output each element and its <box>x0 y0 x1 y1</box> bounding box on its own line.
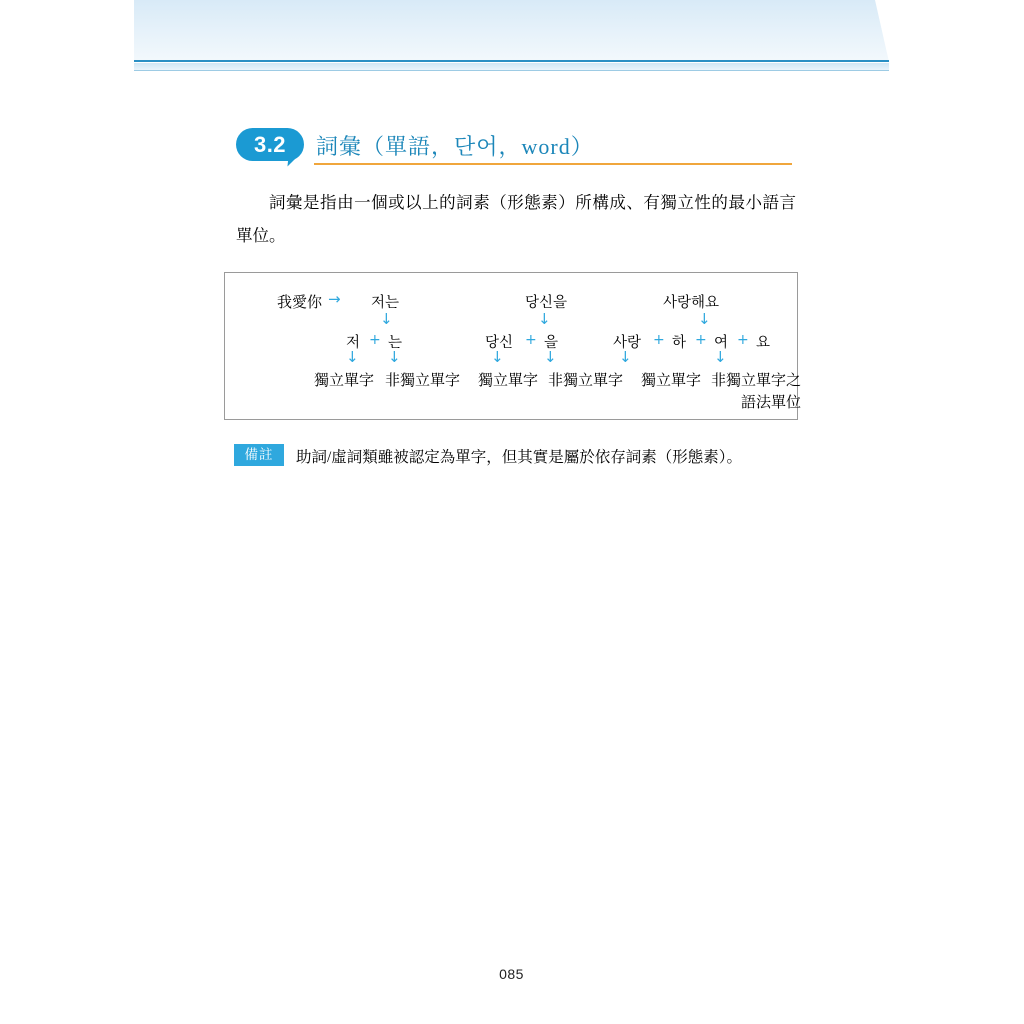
diagram-down-arrow: ↓ <box>538 310 551 328</box>
diagram-row3-label: 非獨立單字 <box>385 373 461 389</box>
diagram-row2-morpheme: 는 <box>388 335 403 351</box>
diagram-down-arrow: ↓ <box>698 310 711 328</box>
diagram-source-label: 我愛你 <box>277 295 323 311</box>
diagram-row2-morpheme: 요 <box>756 335 771 351</box>
header-rule-secondary <box>134 63 889 70</box>
note-tag: 備註 <box>234 444 284 466</box>
diagram-row1-item: 당신을 <box>525 295 568 311</box>
diagram-plus-sign: + <box>695 332 707 348</box>
diagram-plus-sign: + <box>737 332 749 348</box>
diagram-row3-label: 非獨立單字 <box>548 373 624 389</box>
diagram-row2-morpheme: 당신 <box>485 335 514 351</box>
diagram-row3-label-wrap: 語法單位 <box>741 395 802 411</box>
diagram-row3-label: 獨立單字 <box>641 373 702 389</box>
diagram-row2-morpheme: 사랑 <box>613 335 642 351</box>
header-rule-tertiary <box>134 70 889 71</box>
diagram-down-arrow: ↓ <box>346 348 359 366</box>
diagram-row2-morpheme: 저 <box>346 335 361 351</box>
diagram-down-arrow: ↓ <box>388 348 401 366</box>
diagram-plus-sign: + <box>653 332 665 348</box>
note-text: 助詞/虛詞類雖被認定為單字，但其實是屬於依存詞素（形態素）。 <box>296 449 743 466</box>
section-title: 詞彙（單語，단어，word） <box>316 134 594 159</box>
diagram-row2-morpheme: 여 <box>714 335 729 351</box>
diagram-row2-morpheme: 하 <box>672 335 687 351</box>
diagram-down-arrow: ↓ <box>619 348 632 366</box>
diagram-plus-sign: + <box>525 332 537 348</box>
diagram-row3-label: 獨立單字 <box>314 373 375 389</box>
diagram-row3-label: 非獨立單字之 <box>711 373 802 389</box>
header-rule-primary <box>134 60 889 62</box>
section-number-badge: 3.2 <box>236 128 304 161</box>
diagram-down-arrow: ↓ <box>544 348 557 366</box>
word-structure-diagram <box>224 272 802 420</box>
diagram-row2-morpheme: 을 <box>544 335 559 351</box>
header-decoration-band <box>134 0 889 60</box>
diagram-down-arrow: ↓ <box>491 348 504 366</box>
section-title-underline <box>314 163 792 165</box>
diagram-down-arrow: ↓ <box>714 348 727 366</box>
diagram-plus-sign: + <box>369 332 381 348</box>
diagram-source-arrow: → <box>328 290 341 308</box>
page-number: 085 <box>499 966 524 982</box>
diagram-down-arrow: ↓ <box>380 310 393 328</box>
body-paragraph: 詞彙是指由一個或以上的詞素（形態素）所構成、有獨立性的最小語言單位。 <box>236 193 796 245</box>
header-corner-notch <box>875 0 889 62</box>
diagram-row1-item: 사랑해요 <box>663 295 720 311</box>
document-page <box>134 0 889 1024</box>
diagram-row1-item: 저는 <box>371 295 400 311</box>
diagram-row3-label: 獨立單字 <box>478 373 539 389</box>
